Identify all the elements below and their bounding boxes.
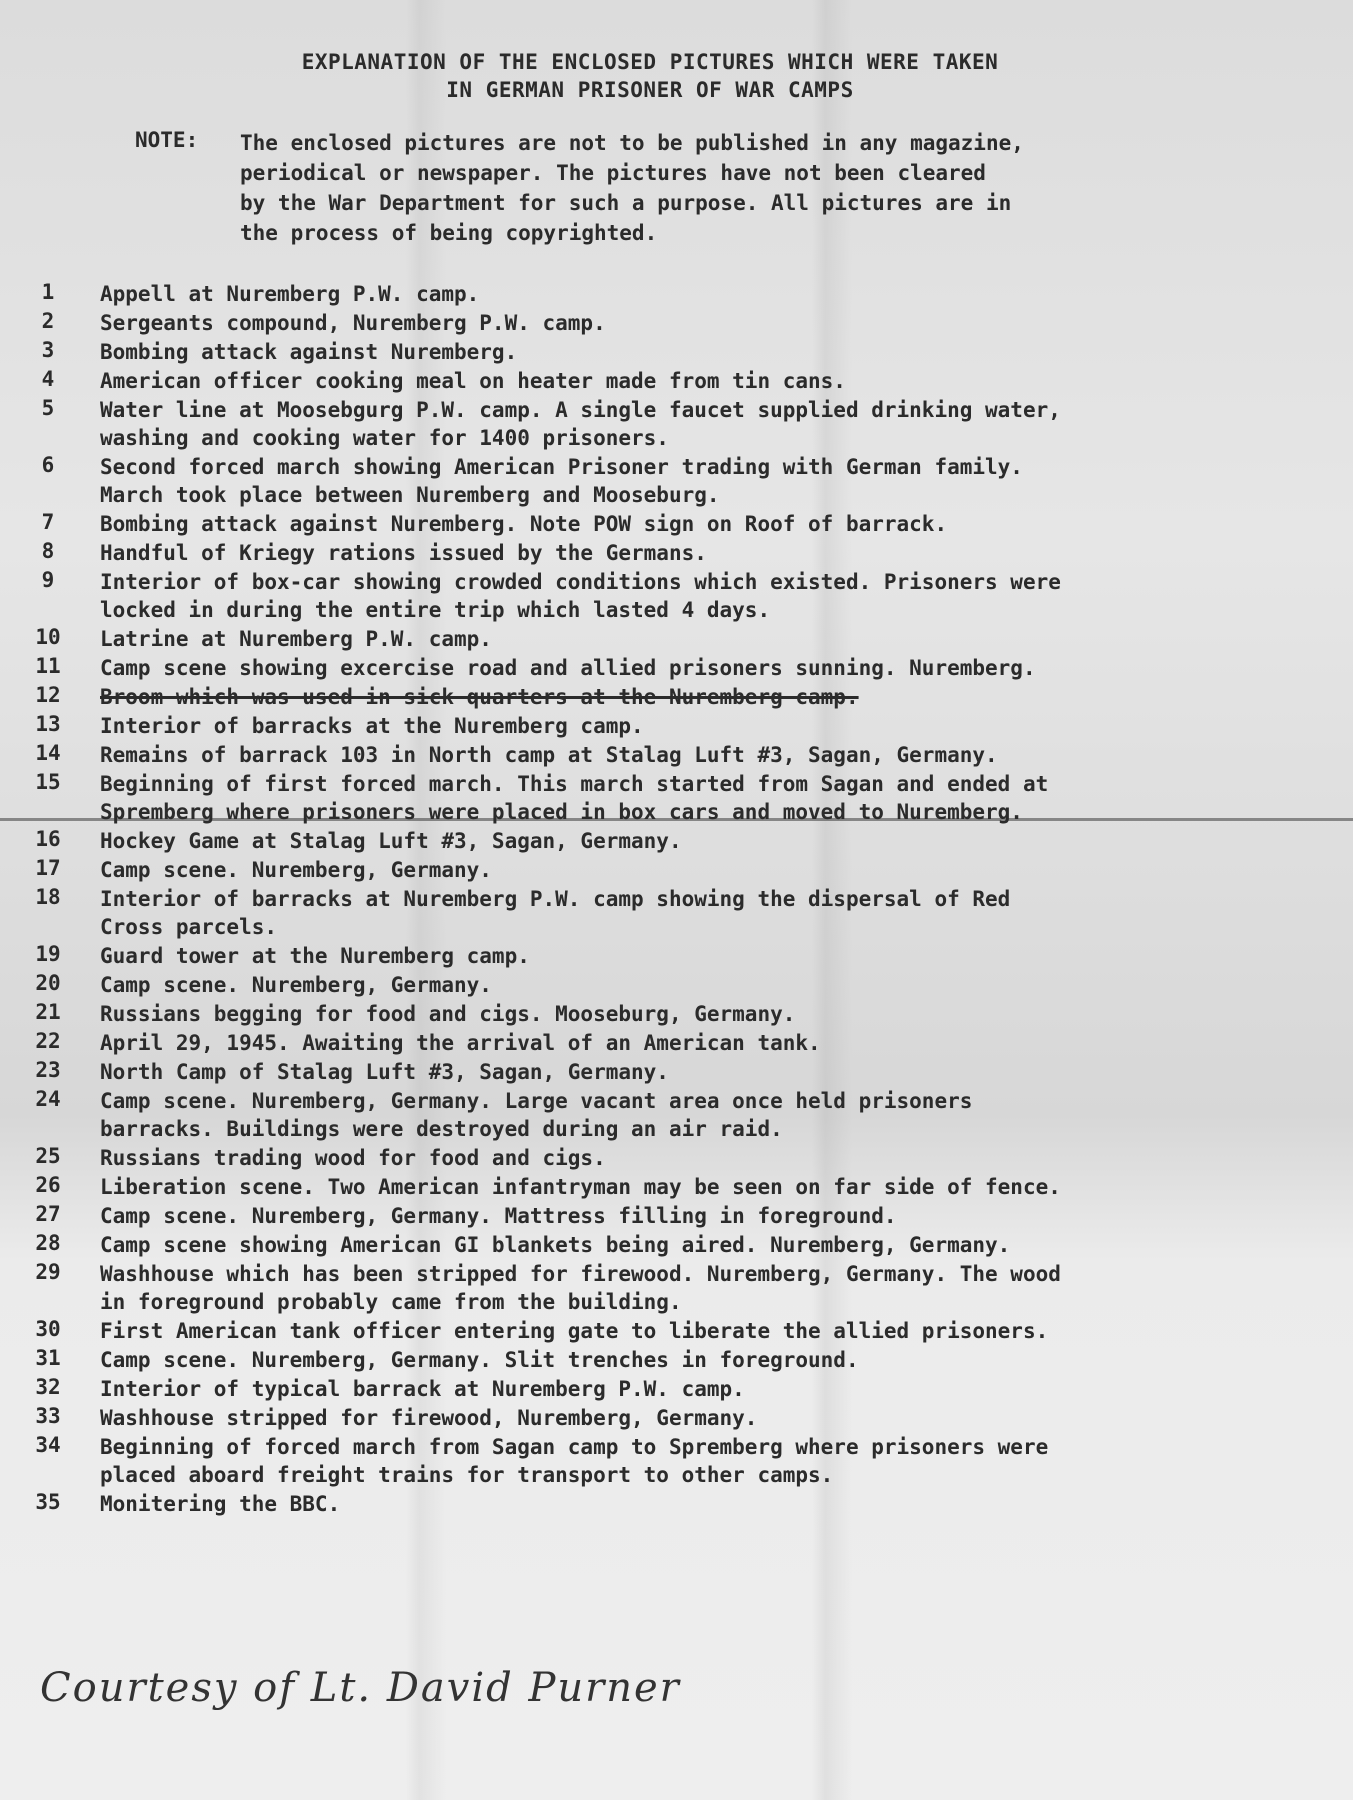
list-item-text: Bombing attack against Nuremberg. Note POW sign on Roof of barrack. — [100, 512, 948, 536]
list-item-number: 25 — [35, 1144, 61, 1168]
list-item-text: Remains of barrack 103 in North camp at Stalag Luft #3, Sagan, Germany. — [100, 743, 998, 767]
list-item-text: Hockey Game at Stalag Luft #3, Sagan, Germany. — [100, 829, 682, 853]
list-item-number: 16 — [35, 827, 61, 851]
list-item-text: American officer cooking meal on heater made from tin cans. — [100, 369, 846, 393]
list-item-text: Interior of barracks at the Nuremberg camp. — [100, 714, 644, 738]
list-item-number: 27 — [35, 1202, 61, 1226]
list-item-text: Interior of barracks at Nuremberg P.W. camp showing the dispersal of Red Cross parcels. — [100, 887, 1011, 939]
list-item-text: Beginning of first forced march. This march started from Sagan and ended at Spremberg where prisoners were placed in box cars and moved to Nuremberg. — [100, 772, 1049, 824]
list-item-text: Appell at Nuremberg P.W. camp. — [100, 282, 480, 306]
list-item-number: 24 — [35, 1087, 61, 1111]
list-item-number: 33 — [35, 1404, 61, 1428]
list-item-text: Water line at Moosebgurg P.W. camp. A single faucet supplied drinking water, washing and cooking water for 1400 prisoners. — [100, 398, 1061, 450]
document-title-line-1: EXPLANATION OF THE ENCLOSED PICTURES WHICH WERE TAKEN — [301, 50, 999, 74]
list-item-number: 15 — [35, 770, 61, 794]
list-item-number: 8 — [41, 539, 55, 563]
list-item-text: Camp scene. Nuremberg, Germany. Slit trenches in foreground. — [100, 1348, 859, 1372]
list-item-text: Camp scene. Nuremberg, Germany. — [100, 858, 492, 882]
list-item-number: 7 — [41, 510, 55, 534]
list-item-text: First American tank officer entering gate to liberate the allied prisoners. — [100, 1319, 1049, 1343]
list-item-number: 31 — [35, 1346, 61, 1370]
list-item-number: 1 — [41, 280, 55, 304]
list-item-number: 30 — [35, 1317, 61, 1341]
list-item-text: Camp scene. Nuremberg, Germany. — [100, 973, 492, 997]
list-item-number: 26 — [35, 1173, 61, 1197]
list-item-number: 3 — [41, 338, 55, 362]
list-item-number: 18 — [35, 885, 61, 909]
list-item-text: Camp scene. Nuremberg, Germany. Mattress filling in foreground. — [100, 1204, 897, 1228]
list-item-number: 19 — [35, 942, 61, 966]
list-item-number: 17 — [35, 856, 61, 880]
list-item-text: Camp scene. Nuremberg, Germany. Large vacant area once held prisoners barracks. Buildings were destroyed during an air raid. — [100, 1089, 973, 1141]
list-item-text: Liberation scene. Two American infantryman may be seen on far side of fence. — [100, 1175, 1061, 1199]
note-text: The enclosed pictures are not to be published in any magazine, periodical or newspaper. The pictures have not been cleared by the War Department for such a purpose. All pictures are in the process of being copyrighted. — [240, 131, 1024, 245]
list-item-text: Monitering the BBC. — [100, 1492, 341, 1516]
list-item-number: 10 — [35, 625, 61, 649]
list-item-text: Washhouse which has been stripped for firewood. Nuremberg, Germany. The wood in foreground probably came from the building. — [100, 1262, 1061, 1314]
list-item-text: Guard tower at the Nuremberg camp. — [100, 944, 530, 968]
list-item-number: 13 — [35, 712, 61, 736]
list-item-number: 14 — [35, 741, 61, 765]
list-item-text: Camp scene showing excercise road and allied prisoners sunning. Nuremberg. — [100, 656, 1036, 680]
list-item-number: 5 — [41, 396, 55, 420]
list-item-number: 9 — [41, 568, 55, 592]
list-item-text: Latrine at Nuremberg P.W. camp. — [100, 627, 492, 651]
list-item-text: Handful of Kriegy rations issued by the Germans. — [100, 541, 707, 565]
note-label: NOTE: — [135, 128, 199, 152]
list-item-text: North Camp of Stalag Luft #3, Sagan, Germany. — [100, 1060, 669, 1084]
list-item-number: 28 — [35, 1231, 61, 1255]
list-item-number: 6 — [41, 453, 55, 477]
list-item-text: Russians trading wood for food and cigs. — [100, 1146, 606, 1170]
list-item-number: 34 — [35, 1433, 61, 1457]
list-item-text: Beginning of forced march from Sagan camp to Spremberg where prisoners were placed aboard freight trains for transport to other camps. — [100, 1435, 1049, 1487]
list-item-number: 35 — [35, 1490, 61, 1514]
list-item-text: Broom which was used in sick quarters at the Nuremberg camp. — [100, 685, 859, 709]
list-item-number: 23 — [35, 1058, 61, 1082]
list-item-text: Washhouse stripped for firewood, Nuremberg, Germany. — [100, 1406, 758, 1430]
list-item-text: Camp scene showing American GI blankets being aired. Nuremberg, Germany. — [100, 1233, 1011, 1257]
list-item-text: April 29, 1945. Awaiting the arrival of an American tank. — [100, 1031, 821, 1055]
list-item-number: 22 — [35, 1029, 61, 1053]
list-item-text: Bombing attack against Nuremberg. — [100, 340, 518, 364]
handwritten-courtesy-note: Courtesy of Lt. David Purner — [40, 1665, 681, 1711]
list-item-number: 4 — [41, 367, 55, 391]
list-item-text: Second forced march showing American Prisoner trading with German family. March took place between Nuremberg and Mooseburg. — [100, 455, 1023, 507]
list-item-number: 21 — [35, 1000, 61, 1024]
list-item-text: Interior of box-car showing crowded conditions which existed. Prisoners were locked in during the entire trip which lasted 4 days. — [100, 570, 1061, 622]
list-item-text: Sergeants compound, Nuremberg P.W. camp. — [100, 311, 606, 335]
list-item-number: 12 — [35, 683, 61, 707]
list-item-number: 11 — [35, 654, 61, 678]
document-title-line-2: IN GERMAN PRISONER OF WAR CAMPS — [446, 78, 854, 102]
list-item-text: Russians begging for food and cigs. Mooseburg, Germany. — [100, 1002, 796, 1026]
list-item-text: Interior of typical barrack at Nuremberg P.W. camp. — [100, 1377, 745, 1401]
list-item-number: 32 — [35, 1375, 61, 1399]
list-item-number: 29 — [35, 1260, 61, 1284]
list-item-number: 2 — [41, 309, 55, 333]
list-item-number: 20 — [35, 971, 61, 995]
